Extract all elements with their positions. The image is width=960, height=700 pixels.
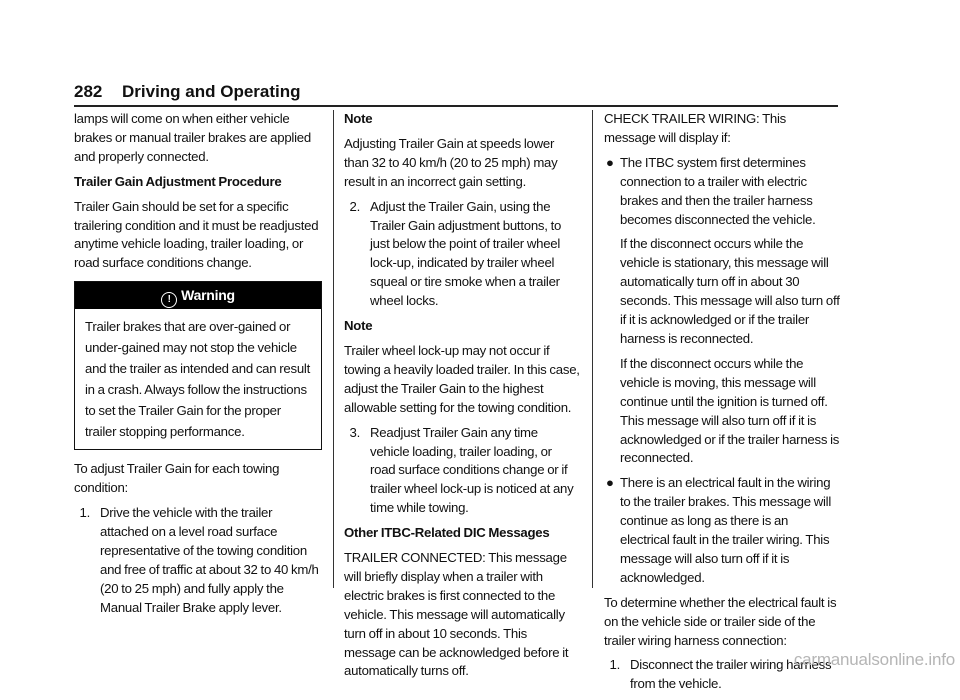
column-divider-2	[592, 110, 593, 588]
warning-text: Trailer brakes that are over-gained or under-gained may not stop the vehicle and the trailer as intended and can result in a crash. Always follow the instructions to set the Trailer Gain for the proper trailer stopping performance.	[85, 319, 310, 440]
paragraph: lamps will come on when either vehicle brakes or manual trailer brakes are applied and properly connected.	[74, 111, 311, 164]
paragraph: CHECK TRAILER WIRING: This message will display if:	[604, 111, 787, 145]
note-text: Adjusting Trailer Gain at speeds lower than 32 to 40 km/h (20 to 25 mph) may result in an incorrect gain setting.	[344, 135, 558, 189]
note-label: Note	[344, 318, 373, 334]
paragraph: To adjust Trailer Gain for each towing condition:	[74, 461, 280, 496]
bullet-icon: ●	[606, 475, 614, 491]
page-header	[74, 82, 838, 104]
list-item	[74, 504, 322, 617]
subheading: Trailer Gain Adjustment Procedure	[74, 173, 282, 189]
note-label: Note	[344, 111, 373, 126]
sub-paragraph: If the disconnect occurs while the vehicle is moving, this message will continue until the ignition is turned off. This message will also turn off if it is acknowledged or if the trailer harness is reconnected.	[620, 355, 840, 466]
header-rule	[74, 105, 838, 107]
bullet-item	[604, 474, 840, 587]
paragraph: TRAILER CONNECTED: This message will briefly display when a trailer with electric brakes is first connected to the vehicle. This message will automatically turn off in about 10 seconds. This message can be acknowledged before it automatically turns off.	[344, 550, 569, 679]
warning-title: Warning	[181, 287, 235, 304]
page-number: 282	[74, 82, 103, 101]
note-text: Trailer wheel lock-up may not occur if towing a heavily loaded trailer. In this case, adjust the Trailer Gain to the highest allowable setting for the towing condition.	[344, 342, 580, 415]
warning-icon: !	[161, 292, 177, 308]
bullet-icon: ●	[606, 154, 614, 170]
column-2	[344, 110, 580, 687]
warning-header	[75, 282, 321, 309]
column-divider-1	[333, 110, 334, 588]
paragraph: Trailer Gain should be set for a specific trailering condition and it must be readjusted anytime vehicle loading, trailer loading, or road surface conditions change.	[74, 198, 319, 271]
list-text: Drive the vehicle with the trailer attached on a level road surface representative of the towing condition and free of traffic at about 32 to 40 km/h (20 to 25 mph) and fully apply the Manual Trailer Brake apply lever.	[100, 505, 319, 615]
list-item	[344, 198, 580, 311]
list-text: Readjust Trailer Gain any time vehicle loading, trailer loading, or road surface conditions change or if trailer wheel lock-up is noticed at any time while towing.	[370, 424, 574, 516]
section-title: Driving and Operating	[122, 82, 301, 101]
list-number: 2.	[349, 198, 360, 214]
list-number: 1.	[609, 657, 620, 673]
list-number: 1.	[79, 505, 90, 521]
list-text: Disconnect the trailer wiring harness from the vehicle.	[630, 657, 832, 692]
watermark: carmanualsonline.info	[793, 650, 955, 669]
list-text: Adjust the Trailer Gain, using the Trailer Gain adjustment buttons, to just below the point of trailer wheel lock-up, indicated by trailer wheel squeal or tire smoke when a trailer wheel locks.	[370, 198, 562, 309]
bullet-item	[604, 154, 840, 230]
sub-paragraph: If the disconnect occurs while the vehicle is stationary, this message will automatically turn off in about 30 seconds. This message will also turn off if it is acknowledged or if the trailer harness is reconnected.	[620, 236, 840, 346]
column-3	[604, 110, 840, 700]
column-1	[74, 110, 322, 624]
subheading: Other ITBC-Related DIC Messages	[344, 525, 550, 541]
warning-box	[74, 281, 322, 450]
list-number: 3.	[349, 424, 360, 440]
list-item	[344, 424, 580, 519]
bullet-text: The ITBC system first determines connection to a trailer with electric brakes and then the trailer harness becomes disconnected the vehicle.	[620, 154, 816, 227]
bullet-text: There is an electrical fault in the wiring to the trailer brakes. This message will continue as long as there is an electrical fault in the trailer wiring. This message will also turn off if it is acknowledged.	[620, 475, 832, 585]
paragraph: To determine whether the electrical fault is on the vehicle side or trailer side of the trailer wiring harness connection:	[604, 594, 837, 648]
